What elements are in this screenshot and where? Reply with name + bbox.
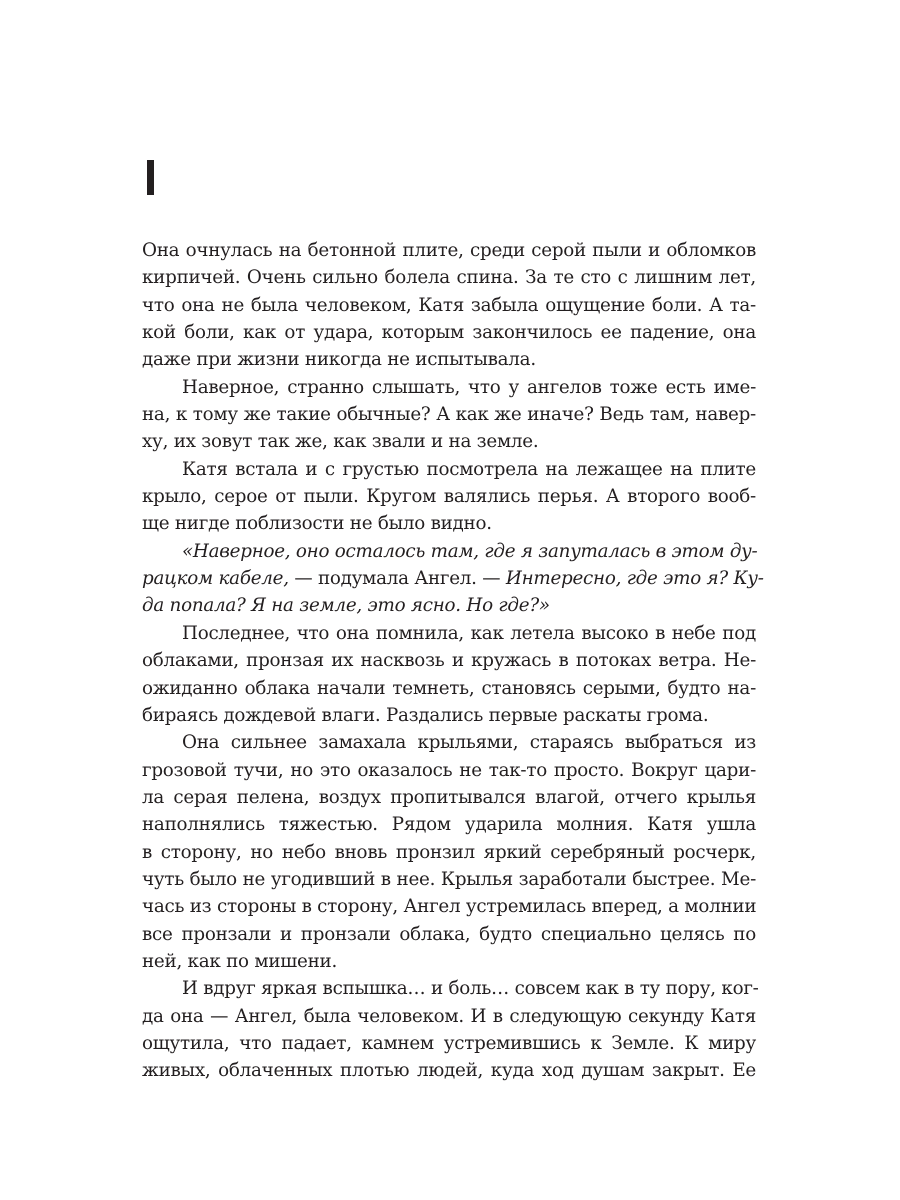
text-line: бираясь дождевой влаги. Раздались первые раскаты грома. xyxy=(142,704,709,726)
text-line: что она не была человеком, Катя забыла ощущение боли. А та- xyxy=(142,294,756,316)
text-line: живых, облаченных плотью людей, куда ход душам закрыт. Ее xyxy=(142,1060,756,1082)
text-line: ху, их зовут так же, как звали и на земле. xyxy=(142,431,539,453)
text-line: И вдруг яркая вспышка… и боль… совсем как в ту пору, ког- xyxy=(182,978,759,1000)
chapter-number-glyph xyxy=(147,160,154,195)
text-line: крыло, серое от пыли. Кругом валялись перья. А второго вооб- xyxy=(142,486,756,508)
text-line: да она — Ангел, была человеком. И в следующую секунду Катя xyxy=(142,1005,756,1027)
text-line: ще нигде поблизости не было видно. xyxy=(142,513,492,535)
text-line: грозовой тучи, но это оказалось не так-то просто. Вокруг цари- xyxy=(142,759,756,781)
text-line: облаками, пронзая их насквозь и кружась в потоках ветра. Не- xyxy=(142,650,756,672)
text-line: кирпичей. Очень сильно болела спина. За те сто с лишним лет, xyxy=(142,267,756,289)
text-line: Она очнулась на бетонной плите, среди серой пыли и обломков xyxy=(142,240,756,261)
text-line: ожиданно облака начали темнеть, становясь серыми, будто на- xyxy=(142,677,756,699)
italic-segment: Интересно, где это я? Ку- xyxy=(505,568,764,590)
text-line xyxy=(142,592,756,619)
text-line: на, к тому же такие обычные? А как же иначе? Ведь там, навер- xyxy=(142,404,756,426)
text-line: ней, как по мишени. xyxy=(142,950,338,972)
text-line: в сторону, но небо вновь пронзил яркий серебряный росчерк, xyxy=(142,841,756,863)
italic-segment: рацком кабеле, xyxy=(142,568,289,590)
text-segment: — подумала Ангел. — xyxy=(288,568,506,590)
text-line: все пронзали и пронзали облака, будто специально целясь по xyxy=(142,923,756,945)
text-line: чуть было не угодивший в нее. Крылья заработали быстрее. Ме- xyxy=(142,868,756,890)
body-text xyxy=(142,237,764,1085)
text-line: чась из стороны в сторону, Ангел устремилась вперед, а молнии xyxy=(142,896,757,918)
italic-segment: «Наверное, оно осталось там, где я запуталась в этом ду- xyxy=(182,540,758,562)
text-line xyxy=(142,538,756,565)
text-line: кой боли, как от удара, которым закончилось ее падение, она xyxy=(142,322,756,344)
text-line: даже при жизни никогда не испытывала. xyxy=(142,349,536,371)
text-line: Последнее, что она помнила, как летела высоко в небе под xyxy=(182,622,756,644)
italic-segment: да попала? Я на земле, это ясно. Но где?» xyxy=(142,595,550,617)
text-line: Наверное, странно слышать, что у ангелов тоже есть име- xyxy=(182,376,756,398)
text-line xyxy=(142,565,764,592)
text-line: ла серая пелена, воздух пропитывался влагой, отчего крылья xyxy=(142,786,756,808)
text-line: ощутила, что падает, камнем устремившись к Земле. К миру xyxy=(142,1032,756,1054)
text-line: наполнялись тяжестью. Рядом ударила молния. Катя ушла xyxy=(142,814,756,836)
text-line: Она сильнее замахала крыльями, стараясь выбраться из xyxy=(182,732,756,754)
text-line: Катя встала и с грустью посмотрела на лежащее на плите xyxy=(182,458,756,480)
